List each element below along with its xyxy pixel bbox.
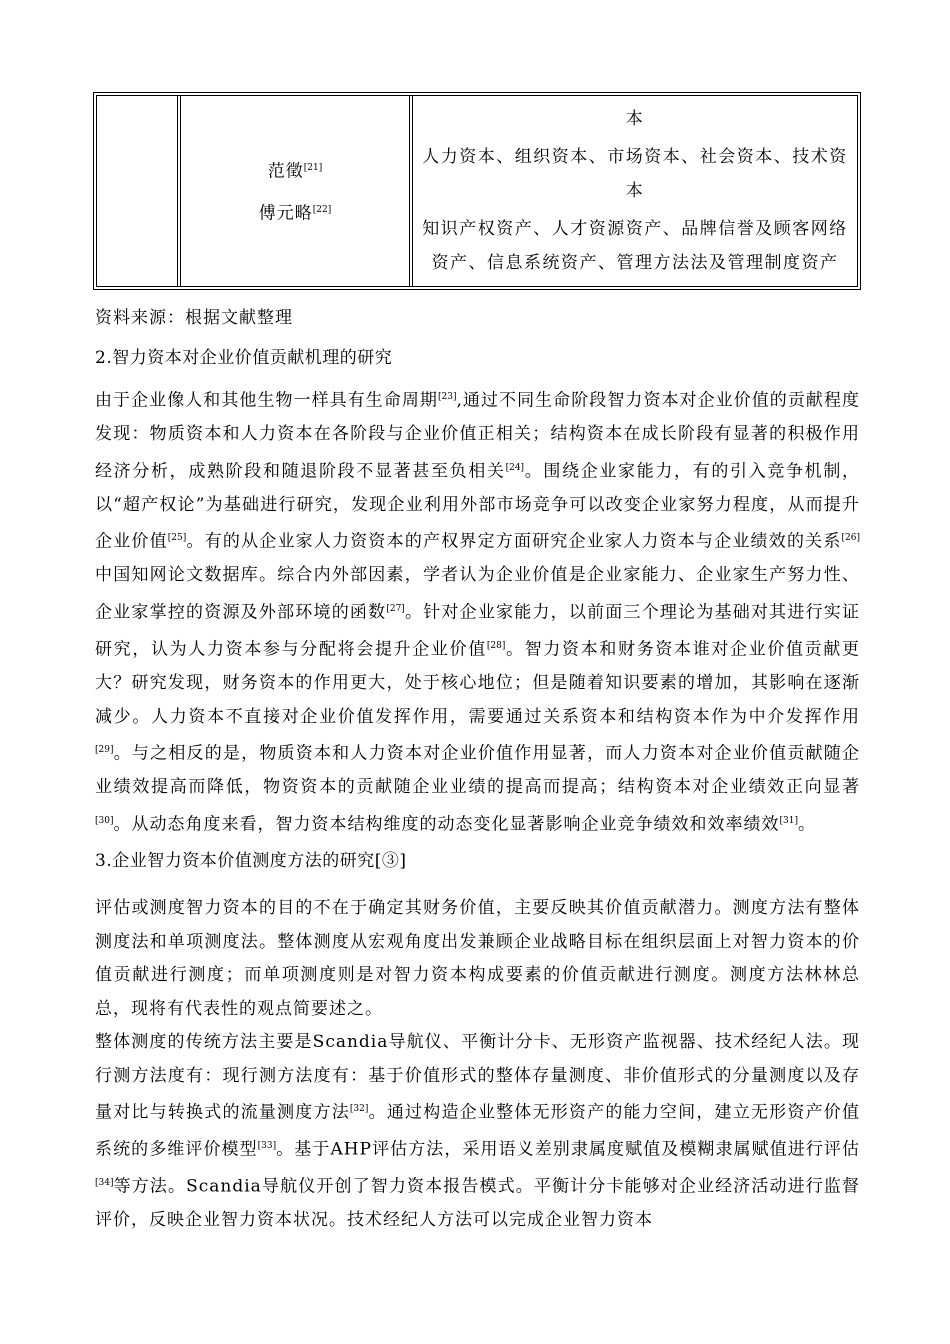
section-paragraph	[95, 1026, 860, 1238]
citation-ref: [29]	[95, 745, 114, 756]
table-text-line: 人力资本、组织资本、市场资本、社会资本、技术资	[422, 147, 848, 167]
citation-ref: [26]	[841, 533, 861, 544]
table-text-line: 资产、信息系统资产、管理方法法及管理制度资产	[431, 253, 839, 273]
text-run: 。有的从企业家人力资资本的产权界定方面研究企业家人力资本与企业绩效的关系	[186, 531, 842, 552]
text-run: 整体测度的传统方法主要是Scandia导航仪、平衡计分卡、无形资产监视器、技术经纪人法。现行测方法度有：现行测方法度有：基于价值形式的整体存量测度、非价值形式的分量测度以及存量对比与转换式的流量测度方法	[95, 1032, 860, 1123]
text-run: 。与之相反的是，物质资本和人力资本对企业价值作用显著，而人力资本对企业价值贡献随企业绩效提高而降低，物资资本的贡献随企业业绩的提高而提高；结构资本对企业绩效正向显著	[95, 743, 860, 798]
text-run: 由于企业像人和其他生物一样具有生命周期	[95, 390, 438, 411]
citation-ref: [24]	[505, 462, 525, 473]
text-run: 中国知网论文数据库。综合内外部因素，学者认为企业价值是企业家能力、企业家生产努力性、企业家掌控的资源及外部环境的函数	[95, 565, 860, 623]
table-text-fragment: 本	[625, 109, 645, 129]
citation-ref: [22]	[312, 205, 332, 215]
citation-ref: [30]	[95, 815, 114, 826]
table-cell-authors	[181, 96, 409, 286]
text-run: 。	[797, 814, 816, 835]
author-entry: 范徵[21]	[267, 162, 323, 182]
citation-ref: [32]	[349, 1104, 369, 1114]
text-run: 。基于AHP评估方法，采用语义差别隶属度赋值及模糊隶属赋值进行评估	[276, 1139, 860, 1160]
table-cell-empty	[97, 96, 177, 286]
text-run: 。针对企业家能力，以前面三个理论为基础对其进行实证研究，认为人力资本参与分配将会提升企业价值	[95, 602, 861, 660]
table-source-note: 资料来源：根据文献整理	[95, 308, 293, 328]
text-run: 。智力资本和财务资本谁对企业价值贡献更大？研究发现，财务资本的作用更大，处于核心地位；但是随着知识要素的增加，其影响在逐渐减少。人力资本不直接对企业价值发挥作用，需要通过关系资本和结构资本作为中介发挥作用	[95, 639, 861, 727]
text-run: 等方法。Scandia导航仪开创了智力资本报告模式。平衡计分卡能够对企业经济活动进行监督评价，反映企业智力资本状况。技术经纪人方法可以完成企业智力资本	[95, 1176, 860, 1231]
text-run: 。围绕企业家能力，有的引入竞争机制，以“超产权论”为基础进行研究，发现企业利用外部市场竞争可以改变企业家努力程度，从而提升企业价值	[95, 461, 861, 552]
text-run: ,通过不同生命阶段智力资本对企业价值的贡献程度发现：物质资本和人力资本在各阶段与企业价值正相关；结构资本在成长阶段有显著的积极作用经济分析，成熟阶段和随退阶段不显著甚至负相关	[95, 390, 861, 482]
author-entry: 傅元略[22]	[258, 203, 332, 224]
section-paragraph: 评估或测度智力资本的目的不在于确定其财务价值，主要反映其价值贡献潜力。测度方法有整体测度法和单项测度法。整体测度从宏观角度出发兼顾企业战略目标在组织层面上对智力资本的价值贡献进行测度；而单项测度则是对智力资本构成要素的价值贡献进行测度。测度方法林林总总，现将有代表性的观点简要述之。	[95, 898, 860, 1019]
citation-ref: [31]	[779, 815, 798, 826]
table-text-line: 知识产权资产、人才资源资产、品牌信誉及顾客网络	[422, 219, 848, 239]
citation-ref: [27]	[386, 603, 405, 614]
citation-ref: [33]	[257, 1141, 277, 1152]
section-heading: 3.企业智力资本价值测度方法的研究[③]	[95, 851, 407, 871]
text-run: 。从动态角度来看，智力资本结构维度的动态变化显著影响企业竞争绩效和效率绩效	[113, 814, 780, 835]
citation-ref: [25]	[167, 533, 187, 544]
citation-ref: [23]	[437, 392, 457, 402]
table-cell-components	[413, 96, 857, 286]
table-text-line: 本	[625, 181, 645, 201]
section-paragraph	[95, 381, 860, 842]
citation-ref: [21]	[303, 163, 323, 174]
citation-ref: [28]	[486, 641, 506, 652]
section-heading: 2.智力资本对企业价值贡献机理的研究	[95, 348, 393, 368]
literature-table	[93, 92, 861, 290]
text-run: 。通过构造企业整体无形资产的能力空间，建立无形资产价值系统的多维评价模型	[95, 1102, 861, 1160]
citation-ref: [34]	[95, 1178, 114, 1189]
